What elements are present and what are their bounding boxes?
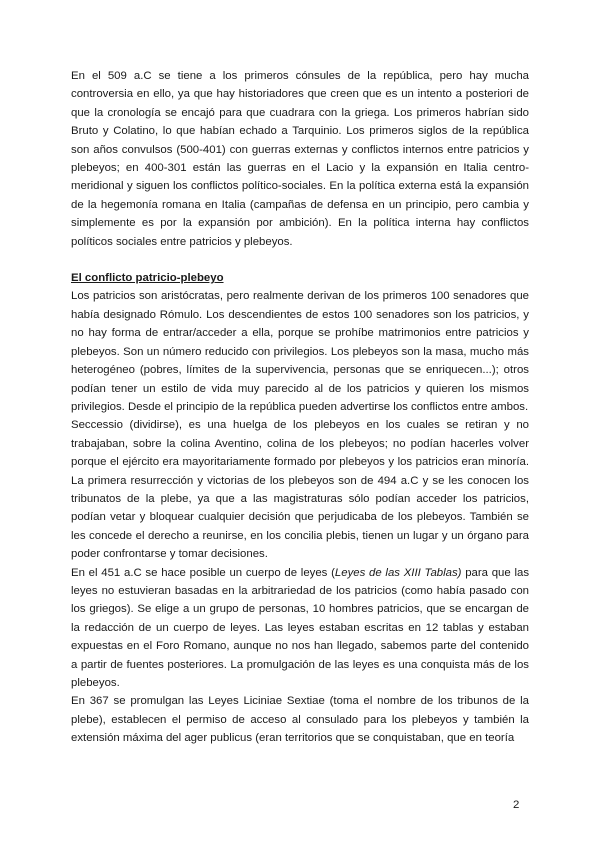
paragraph-patricios: Los patricios son aristócratas, pero realmente derivan de los primeros 100 senadores que había designado Rómulo. Los descendientes de estos 100 senadores son los patricios, y no hay forma de entrar/acceder a ella, porque se prohíbe matrimonios entre patricios y plebeyos. Son un número reducido con privilegios. Los plebeyos son la masa, mucho más heterogéneo (pobres, límites de la supervivencia, personas que se enriquecen...); otros podían tener un estilo de vida muy parecido al de los patricios y quieren los mismos privilegios. Desde el principio de la república pueden advertirse los conflictos entre ambos.: [71, 290, 529, 413]
intro-paragraph: En el 509 a.C se tiene a los primeros cónsules de la república, pero hay mucha controversia en ello, ya que hay historiadores que creen que es un intento a posteriori de que la cronología se encajó para que cuadrara con la griega. Los primeros habrían sido Bruto y Colatino, lo que habían echado a Tarquinio. Los primeros siglos de la república son años convulsos (500-401) con guerras externas y conflictos internos entre patricios y plebeyos; en 400-301 están las guerras en el Lacio y la expansión en Italia centro-meridional y siguen los conflictos político-sociales. En la política externa está la expansión de la hegemonía romana en Italia (campañas de defensa en un principio, pero cambia y simplemente es por la expansión por ambición). En la política interna hay conflictos políticos sociales entre patricios y plebeyos.: [71, 70, 529, 248]
twelve-tables-text-start: En el 451 a.C se hace posible un cuerpo de leyes (: [71, 566, 335, 579]
page-body: [71, 67, 529, 748]
paragraph-seccessio: Seccessio (dividirse), es una huelga de los plebeyos en los cuales se retiran y no trabajaban, sobre la colina Aventino, colina de los plebeyos; no podían hacerles volver porque el ejército era mayoritariamente formado por plebeyos y los patricios eran minoría. La primera resurrección y victorias de los plebeyos son de 494 a.C y se les conocen los tribunatos de la plebe, ya que a las magistraturas sólo podían acceder los patricios, podían vetar y bloquear cualquier decisión que perjudicaba de los plebeyos. También se les concede el derecho a reunirse, en los concilia plebis, tienen un lugar y un órgano para poder confrontarse y tomar decisiones.: [71, 419, 529, 561]
paragraph-twelve-tables: [71, 564, 529, 693]
page-number: 2: [513, 799, 520, 811]
paragraph-leyes-liciniae: En 367 se promulgan las Leyes Liciniae Sextiae (toma el nombre de los tribunos de la plebe), establecen el permiso de acceso al consulado para los plebeyos y también la extensión máxima del ager publicus (eran territorios que se conquistaban, que en teoría: [71, 695, 529, 745]
section-heading: El conflicto patricio-plebeyo: [71, 272, 224, 285]
twelve-tables-title: Leyes de las XIII Tablas): [334, 566, 462, 579]
twelve-tables-text-end: para que las leyes no estuvieran basadas en la arbitrariedad de los patricios (como había pasado con los griegos). Se elige a un grupo de personas, 10 hombres patricios, que se encargan de la redacción de un cuerpo de leyes. Las leyes estaban escritas en 12 tablas y estaban expuestas en el Foro Romano, aunque no nos han llegado, sabemos parte del contenido a partir de fuentes posteriores. La promulgación de las leyes es una conquista más de los plebeyos.: [71, 566, 530, 689]
